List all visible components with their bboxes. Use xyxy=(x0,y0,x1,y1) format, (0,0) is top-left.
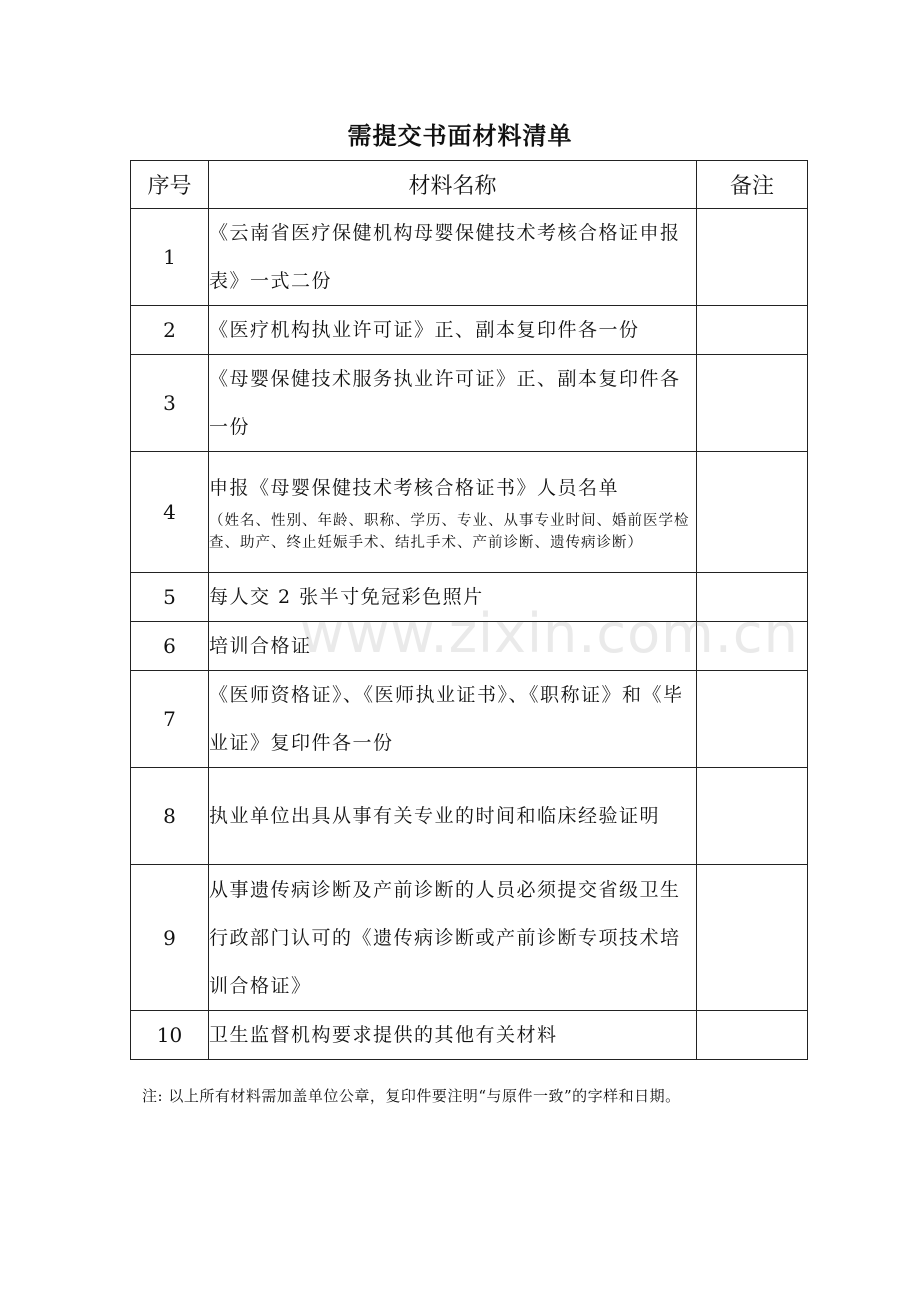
row-note xyxy=(697,306,808,355)
row-material-name: 培训合格证 xyxy=(209,622,697,671)
materials-table xyxy=(130,160,808,1060)
row-number: 2 xyxy=(131,306,209,355)
row-material-name: 《医师资格证》、《医师执业证书》、《职称证》和《毕业证》复印件各一份 xyxy=(209,671,697,768)
row-material-name: 《云南省医疗保健机构母婴保健技术考核合格证申报表》一式二份 xyxy=(209,209,697,306)
header-name: 材料名称 xyxy=(209,161,697,209)
table-row xyxy=(131,865,808,1011)
row-material-name: 执业单位出具从事有关专业的时间和临床经验证明 xyxy=(209,768,697,865)
header-number: 序号 xyxy=(131,161,209,209)
row-number: 5 xyxy=(131,573,209,622)
row-number: 9 xyxy=(131,865,209,1011)
table-row xyxy=(131,671,808,768)
table-header-row xyxy=(131,161,808,209)
row-material-name: 《母婴保健技术服务执业许可证》正、副本复印件各一份 xyxy=(209,355,697,452)
row-note xyxy=(697,355,808,452)
header-note: 备注 xyxy=(697,161,808,209)
table-row xyxy=(131,622,808,671)
row-note xyxy=(697,452,808,573)
footnote: 注: 以上所有材料需加盖单位公章，复印件要注明“与原件一致”的字样和日期。 xyxy=(142,1087,681,1105)
row-note xyxy=(697,671,808,768)
table-row xyxy=(131,355,808,452)
row-number: 7 xyxy=(131,671,209,768)
row-material-name: 卫生监督机构要求提供的其他有关材料 xyxy=(209,1011,697,1060)
row-note xyxy=(697,573,808,622)
row-material-name: 每人交 2 张半寸免冠彩色照片 xyxy=(209,573,697,622)
row-note xyxy=(697,209,808,306)
row-note xyxy=(697,865,808,1011)
row-number: 4 xyxy=(131,452,209,573)
table-row xyxy=(131,573,808,622)
table-row xyxy=(131,209,808,306)
row-number: 3 xyxy=(131,355,209,452)
table-row xyxy=(131,1011,808,1060)
row-material-name xyxy=(209,452,697,573)
row-number: 8 xyxy=(131,768,209,865)
table-row xyxy=(131,768,808,865)
row-material-title: 申报《母婴保健技术考核合格证书》人员名单 xyxy=(209,477,620,499)
row-material-name: 《医疗机构执业许可证》正、副本复印件各一份 xyxy=(209,306,697,355)
row-number: 1 xyxy=(131,209,209,306)
row-material-detail: （姓名、性别、年龄、职称、学历、专业、从事专业时间、婚前医学检查、助产、终止妊娠手术、结扎手术、产前诊断、遗传病诊断） xyxy=(209,513,690,551)
row-note xyxy=(697,768,808,865)
row-note xyxy=(697,622,808,671)
row-number: 6 xyxy=(131,622,209,671)
table-row xyxy=(131,306,808,355)
page-title: 需提交书面材料清单 xyxy=(347,121,573,150)
row-number: 10 xyxy=(131,1011,209,1060)
table-row xyxy=(131,452,808,573)
watermark: www.zixin.com.cn xyxy=(300,602,799,665)
row-note xyxy=(697,1011,808,1060)
row-material-name: 从事遗传病诊断及产前诊断的人员必须提交省级卫生行政部门认可的《遗传病诊断或产前诊断专项技术培训合格证》 xyxy=(209,865,697,1011)
